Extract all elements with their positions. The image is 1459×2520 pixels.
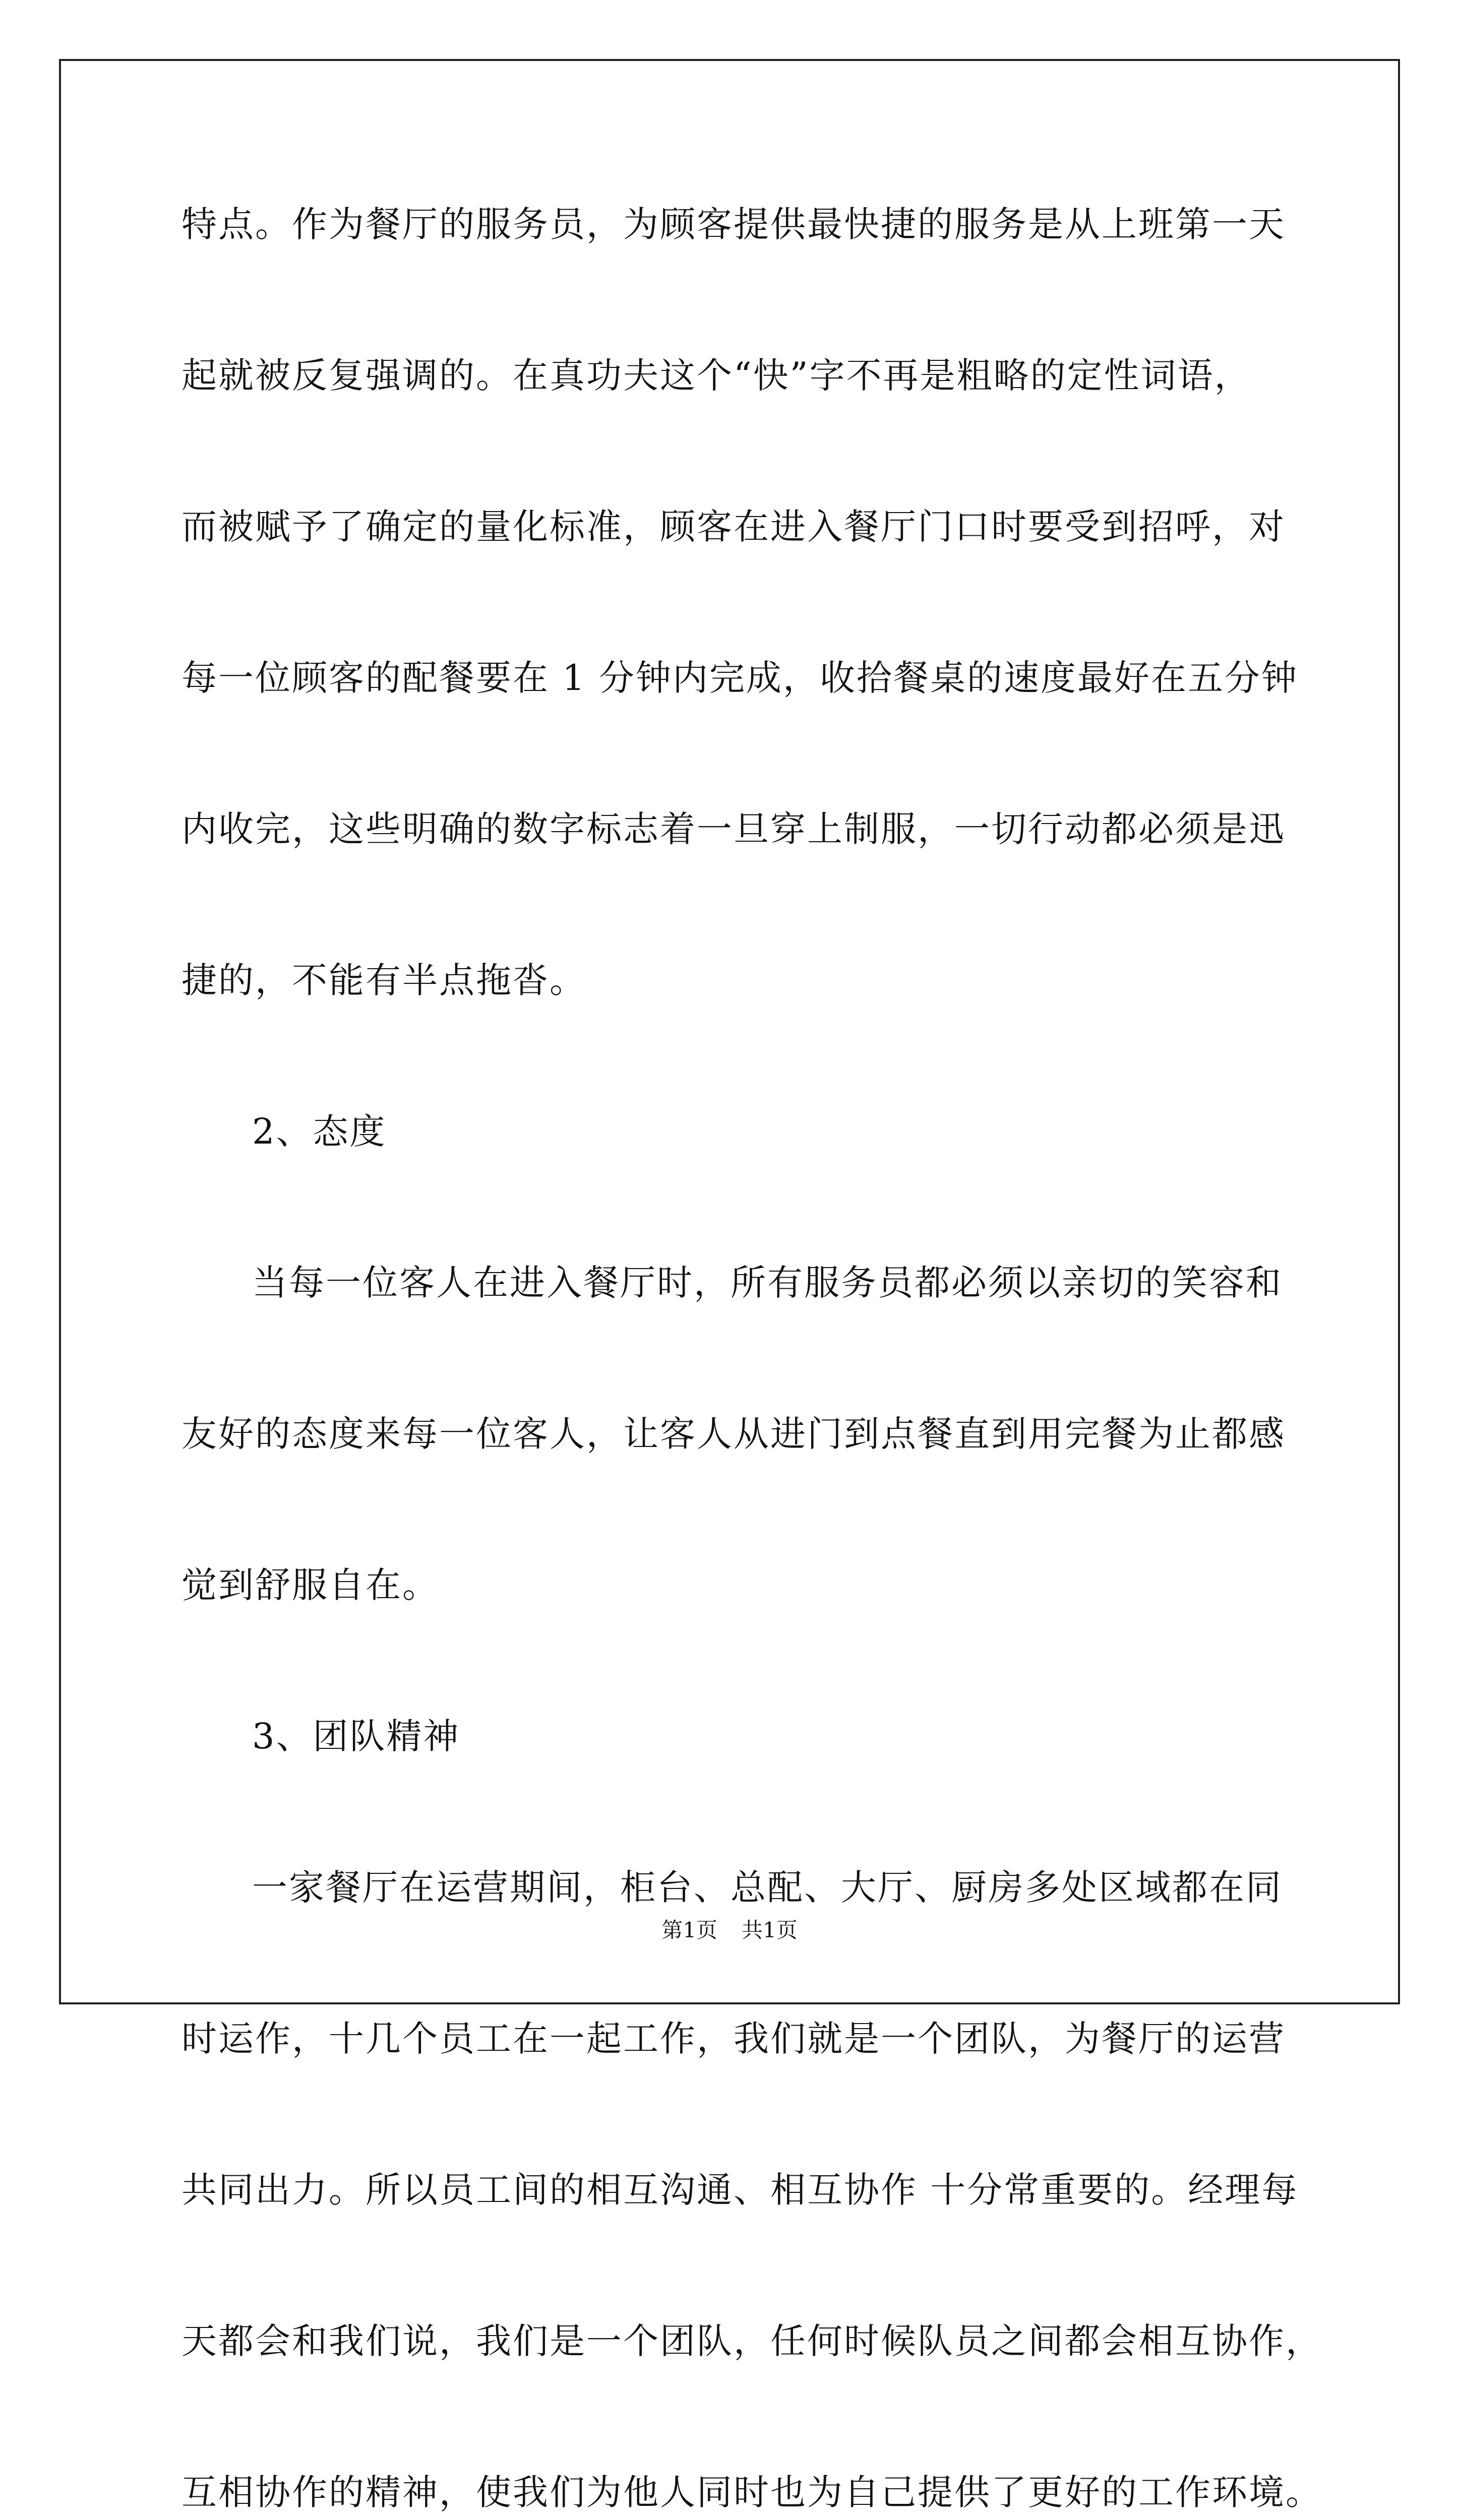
text-line: 每一位顾客的配餐要在 1 分钟内完成，收拾餐桌的速度最好在五分钟: [181, 657, 1299, 699]
text-line: 捷的，不能有半点拖沓。: [181, 960, 586, 1001]
paragraph-first-line: 当每一位客人在进入餐厅时，所有服务员都必须以亲切的笑容和: [252, 1262, 1283, 1303]
text-line: 友好的态度来每一位客人，让客人从进门到点餐直到用完餐为止都感: [181, 1413, 1286, 1455]
page-footer: [0, 1915, 1459, 1945]
document-body: [181, 186, 1322, 2520]
page-total: 共1页: [742, 1918, 798, 1942]
text-line: 互相协作的精神，使我们为他人同时也为自己提供了更好的工作环境。: [181, 2472, 1322, 2513]
text-line: 时运作，十几个员工在一起工作，我们就是一个团队，为餐厅的运营: [181, 2018, 1286, 2059]
text-line: 特点。作为餐厅的服务员，为顾客提供最快捷的服务是从上班第一天: [181, 204, 1286, 245]
text-line: 而被赋予了确定的量化标准，顾客在进入餐厅门口时要受到招呼，对: [181, 506, 1286, 547]
section-heading-attitude: 2、态度: [252, 1111, 387, 1152]
section-heading-team-spirit: 3、团队精神: [252, 1716, 460, 1757]
page-number: 第1页: [661, 1918, 717, 1942]
paragraph-first-line: 一家餐厅在运营期间，柜台、总配、大厅、厨房多处区域都在同: [252, 1867, 1283, 1908]
text-line: 内收完，这些明确的数字标志着一旦穿上制服，一切行动都必须是迅: [181, 808, 1286, 850]
text-line: 起就被反复强调的。在真功夫这个“快”字不再是粗略的定性词语，: [181, 355, 1251, 396]
text-line: 觉到舒服自在。: [181, 1564, 439, 1606]
text-line: 共同出力。所以员工间的相互沟通、相互协作 十分常重要的。经理每: [181, 2169, 1299, 2211]
text-line: 天都会和我们说，我们是一个团队，任何时候队员之间都会相互协作，: [181, 2320, 1322, 2362]
